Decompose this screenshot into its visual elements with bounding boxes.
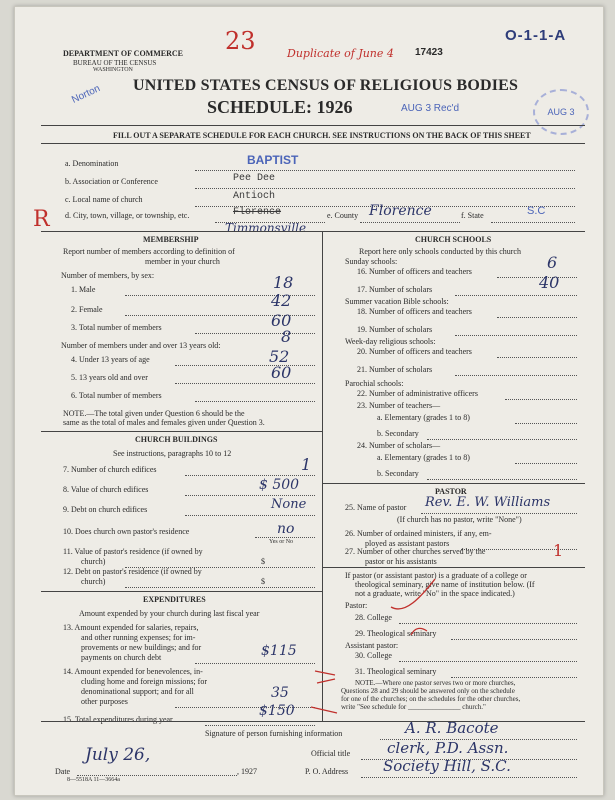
buildings-heading: CHURCH BUILDINGS: [135, 435, 218, 444]
grad-line-3: not a graduate, write "No" in the space indicated.): [355, 589, 515, 598]
instruction-line: FILL OUT A SEPARATE SCHEDULE FOR EACH CHURCH. SEE INSTRUCTIONS ON THE BACK OF THIS SHEET: [113, 131, 531, 140]
under-13-value: 8: [281, 327, 292, 346]
q27-label-2: pastor or his assistants: [365, 557, 437, 566]
total2-value: 60: [271, 363, 292, 382]
q12-label-2: church): [81, 577, 106, 586]
local-name-label: c. Local name of church: [65, 195, 143, 204]
q14-value: 35: [271, 685, 289, 701]
q11-label-2: church): [81, 557, 106, 566]
q18-label: 18. Number of officers and teachers: [357, 307, 472, 316]
po-address-label: P. O. Address: [305, 767, 349, 776]
norton-stamp: Norton: [70, 83, 102, 106]
q31-label: 31. Theological seminary: [355, 667, 437, 676]
form-code: O-1-1-A: [505, 27, 567, 44]
total-label: 3. Total number of members: [71, 323, 162, 332]
summer-label: Summer vacation Bible schools:: [345, 297, 449, 306]
grad-line-2: theological seminary, give name of institution below. (If: [355, 580, 535, 589]
q23b-label: b. Secondary: [377, 429, 419, 438]
census-form: DEPARTMENT OF COMMERCE BUREAU OF THE CENSUS WASHINGTON 23 Duplicate of June 4 17423 O-1-1-A Norton UNITED STATES CENSUS OF RELIGIOUS BODIES SCHEDULE: 1926 AUG 3 Rec'd AUG 3 FILL OUT A SEPARATE SCHEDULE FOR EACH CHURCH. SEE INSTRUCTIONS ON THE BACK OF THIS SHEET a. Denomination BAPTIST b. Association or Conference Pee Dee c. Local name of church Antioch R d. City, town, village, or township, etc. Florence Timmonsville e. County Florence f. State S.C MEMBERSHIP Report number of members according to definition of member in your church Number of members, by sex: 1. Male 18 2. Female 42 3. Total number of members 60 Number of members under and over 13 years old: 8 4. Under 13 years of age 52 5. 13 years old and over 60 6. Total number of members NOTE.—The total given under Question 6 should be the same as the total of males and females given under Question 3. CHURCH BUILDINGS See instructions, paragraphs 10 to 12 7. Number of church edifices 1 8. Value of church edifices $ 500 9. Debt on church edifices None 10. Does church own pastor's residence no Yes or No 11. Value of pastor's residence (if owned by church) $ 12. Debt on pastor's residence (if owned by church) $ EXPENDITURES Amount expended by your church during last fiscal year 13. Amount expended for salaries, repairs, and other running expenses; for im- provements or new buildings; and for payments on church debt $115 14. Amount expended for benevolences, in- cluding home and foreign missions; for denominational support; and for all other purposes 35 15. Total expenditures during year $150 CHURCH SCHOOLS Report here only schools conducted by this church Sunday schools: 16. Number of officers and teachers 6 17. Number of scholars 40 Summer vacation Bible schools: 18. Number of officers and teachers 19. Number of scholars Week-day religious schools: 20. Number of officers and teachers 21. Number of scholars Parochial schools: 22. Number of administrative officers 23. Number of teachers— a. Elementary (grades 1 to 8) b. Secondary 24. Number of scholars— a. Elementary (grades 1 to 8) b. Secondary PASTOR 25. Name of pastor Rev. E. W. Williams (If church has no pastor, write "None") 26. Number of ordained ministers, if any, em- ployed as assistant pastors 27. Number of other churches served by the pastor or his assistants 1 If pastor (or assistant pastor) is a graduate of a college or theological seminary, give name of institution below. (If not a graduate, write "No" in the space indicated.) Pastor: 28. College 29. Theological seminary Assistant pastor: 30. College 31. Theological seminary NOTE.—Where one pastor serves two or more churches, Questions 28 and 29 should be answered only on the schedule for one of the churches; on the schedules for the other churches, write "See schedule for _______________ church." Signature of person furnishing information A. R. Bacote Official title clerk, P.D. Assn. Date July 26, , 1927 8—5518A 11—3664a P. O. Address Society Hill, S.C.: [14, 6, 604, 796]
male-value: 18: [273, 273, 294, 292]
q13-line-3: provements or new buildings; and for: [81, 643, 202, 652]
red-number: 23: [225, 27, 256, 55]
total-value: 60: [271, 311, 292, 330]
q19-label: 19. Number of scholars: [357, 325, 433, 334]
official-title-value: clerk, P.D. Assn.: [387, 739, 509, 757]
form-number-footer: 8—5518A 11—3664a: [67, 777, 120, 783]
membership-heading: MEMBERSHIP: [143, 235, 199, 244]
over-13-label: 5. 13 years old and over: [71, 373, 148, 382]
date-label: Date: [55, 767, 71, 776]
weekday-label: Week-day religious schools:: [345, 337, 436, 346]
female-value: 42: [271, 291, 292, 310]
pastor-heading: PASTOR: [435, 487, 467, 496]
q9-value: None: [271, 497, 307, 512]
q30-label: 30. College: [355, 651, 392, 660]
q16-label: 16. Number of officers and teachers: [357, 267, 472, 276]
membership-intro-1: Report number of members according to definition of: [63, 247, 235, 256]
bureau-name: BUREAU OF THE CENSUS: [73, 59, 157, 67]
membership-intro-2: member in your church: [145, 257, 220, 266]
q29-label: 29. Theological seminary: [355, 629, 437, 638]
by-sex-label: Number of members, by sex:: [61, 271, 155, 280]
denomination-label: a. Denomination: [65, 159, 119, 168]
q10-value: no: [277, 521, 295, 537]
official-title-label: Official title: [311, 749, 351, 758]
pastor-note-4: write "See schedule for _______________ church.": [341, 703, 486, 711]
over-13-value: 52: [269, 347, 290, 366]
city-correction: Timmonsville: [225, 221, 307, 235]
q8-value: $ 500: [259, 477, 300, 493]
recd-stamp: AUG 3 Rec'd: [401, 103, 460, 114]
signature-label: Signature of person furnishing information: [205, 729, 343, 738]
yes-no-hint: Yes or No: [269, 539, 294, 545]
q24b-label: b. Secondary: [377, 469, 419, 478]
pastor-note-1: NOTE.—Where one pastor serves two or more churches,: [355, 679, 516, 687]
parochial-label: Parochial schools:: [345, 379, 404, 388]
date-value: July 26,: [85, 745, 151, 765]
q25-note: (If church has no pastor, write "None"): [397, 515, 522, 524]
q24a-label: a. Elementary (grades 1 to 8): [377, 453, 470, 462]
form-number: 17423: [415, 47, 443, 58]
q16-value: 6: [547, 253, 558, 272]
q14-line-2: cluding home and foreign missions; for: [81, 677, 207, 686]
q9-label: 9. Debt on church edifices: [63, 505, 148, 514]
q11-label: 11. Value of pastor's residence (if owned by: [63, 547, 203, 556]
membership-note-2: same as the total of males and females given under Question 3.: [63, 418, 265, 427]
q28-label: 28. College: [355, 613, 392, 622]
pastor-note-2: Questions 28 and 29 should be answered only on the schedule: [341, 687, 515, 695]
q17-label: 17. Number of scholars: [357, 285, 433, 294]
q23-label: 23. Number of teachers—: [357, 401, 441, 410]
q24-label: 24. Number of scholars—: [357, 441, 441, 450]
male-label: 1. Male: [71, 285, 96, 294]
local-name-value: Antioch: [233, 191, 276, 202]
pastor-sub-label: Pastor:: [345, 601, 368, 610]
q17-value: 40: [539, 273, 560, 292]
q27-label: 27. Number of other churches served by the: [345, 547, 486, 556]
city-name: WASHINGTON: [93, 67, 133, 73]
under-13-label: 4. Under 13 years of age: [71, 355, 150, 364]
age-label: Number of members under and over 13 years old:: [61, 341, 221, 350]
dept-name: DEPARTMENT OF COMMERCE: [63, 49, 184, 58]
county-label: e. County: [327, 211, 359, 220]
denomination-value: BAPTIST: [247, 153, 299, 167]
signature-value: A. R. Bacote: [405, 719, 499, 737]
membership-note-1: NOTE.—The total given under Question 6 should be the: [63, 409, 245, 418]
q7-label: 7. Number of church edifices: [63, 465, 157, 474]
form-title: UNITED STATES CENSUS OF RELIGIOUS BODIES: [133, 77, 519, 94]
assistant-label: Assistant pastor:: [345, 641, 399, 650]
q26-label-2: ployed as assistant pastors: [365, 539, 450, 548]
q10-label: 10. Does church own pastor's residence: [63, 527, 190, 536]
q13-value: $115: [261, 643, 297, 659]
pastor-note-3: for one of the churches; on the schedules for the other churches,: [341, 695, 521, 703]
q27-value: 1: [553, 541, 564, 560]
q23a-label: a. Elementary (grades 1 to 8): [377, 413, 470, 422]
q14-line-4: other purposes: [81, 697, 128, 706]
female-label: 2. Female: [71, 305, 103, 314]
q25-value: Rev. E. W. Williams: [425, 495, 551, 510]
schools-heading: CHURCH SCHOOLS: [415, 235, 492, 244]
round-stamp: AUG 3: [533, 89, 589, 135]
state-label: f. State: [461, 211, 484, 220]
sunday-label: Sunday schools:: [345, 257, 398, 266]
expenditures-sub: Amount expended by your church during last fiscal year: [79, 609, 260, 618]
q22-label: 22. Number of administrative officers: [357, 389, 478, 398]
q14-line-3: denominational support; and for all: [81, 687, 194, 696]
form-schedule: SCHEDULE: 1926: [207, 97, 353, 117]
q20-label: 20. Number of officers and teachers: [357, 347, 472, 356]
buildings-sub: See instructions, paragraphs 10 to 12: [113, 449, 232, 458]
red-check-marks: [15, 7, 605, 797]
duplicate-note: Duplicate of June 4: [287, 47, 394, 60]
city-label: d. City, town, village, or township, etc.: [65, 211, 190, 220]
q13-line-1: 13. Amount expended for salaries, repairs,: [63, 623, 199, 632]
q7-value: 1: [301, 455, 312, 474]
grad-line-1: If pastor (or assistant pastor) is a graduate of a college or: [345, 571, 527, 580]
q26-label: 26. Number of ordained ministers, if any, em-: [345, 529, 492, 538]
q13-line-4: payments on church debt: [81, 653, 162, 662]
po-address-value: Society Hill, S.C.: [383, 757, 511, 775]
q13-line-2: and other running expenses; for im-: [81, 633, 196, 642]
q21-label: 21. Number of scholars: [357, 365, 433, 374]
schools-sub: Report here only schools conducted by this church: [359, 247, 521, 256]
q25-label: 25. Name of pastor: [345, 503, 407, 512]
total2-label: 6. Total number of members: [71, 391, 162, 400]
city-value: Florence: [233, 207, 282, 218]
margin-r: R: [33, 207, 50, 232]
q14-line-1: 14. Amount expended for benevolences, in-: [63, 667, 203, 676]
expenditures-heading: EXPENDITURES: [143, 595, 206, 604]
q8-label: 8. Value of church edifices: [63, 485, 149, 494]
state-value: S.C: [527, 205, 546, 217]
q12-label: 12. Debt on pastor's residence (if owned by: [63, 567, 202, 576]
q15-value: $150: [259, 703, 295, 719]
county-value: Florence: [369, 203, 432, 219]
association-value: Pee Dee: [233, 173, 276, 184]
q15-label: 15. Total expenditures during year: [63, 715, 173, 724]
date-year: , 1927: [237, 767, 257, 776]
association-label: b. Association or Conference: [65, 177, 158, 186]
